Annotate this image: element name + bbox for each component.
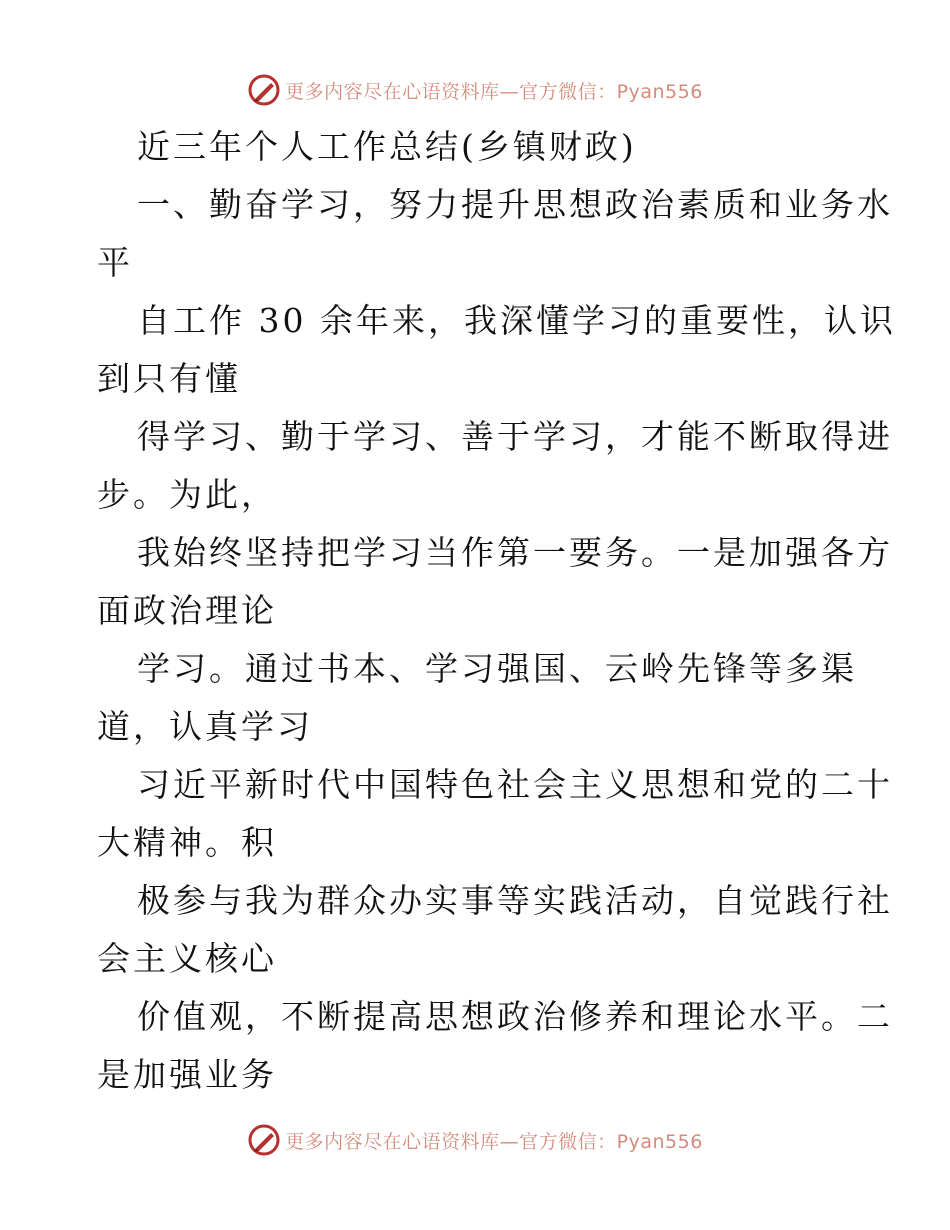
paragraph-line: 到只有懂 — [97, 359, 241, 398]
paragraph-line: 自工作 30 余年来，我深懂学习的重要性，认识 — [137, 301, 896, 340]
header-watermark-text: 更多内容尽在心语资料库—官方微信：Pyan556 — [285, 80, 703, 103]
pen-logo-icon — [247, 73, 281, 107]
paragraph-line: 我始终坚持把学习当作第一要务。一是加强各方 — [137, 533, 893, 572]
paragraph-line: 面政治理论 — [97, 591, 277, 630]
section-heading-1: 一、勤奋学习，努力提升思想政治素质和业务水 — [137, 185, 893, 224]
header-watermark-banner — [0, 70, 950, 110]
pen-logo-icon — [247, 1123, 281, 1157]
paragraph-line: 学习。通过书本、学习强国、云岭先锋等多渠 — [137, 649, 857, 688]
paragraph-line: 价值观，不断提高思想政治修养和理论水平。二 — [137, 997, 893, 1036]
footer-watermark-banner — [0, 1120, 950, 1160]
document-title: 近三年个人工作总结(乡镇财政) — [137, 127, 637, 166]
section-heading-1-cont: 平 — [97, 243, 133, 282]
paragraph-line: 步。为此， — [97, 475, 277, 514]
paragraph-line: 习近平新时代中国特色社会主义思想和党的二十 — [137, 765, 893, 804]
paragraph-line: 会主义核心 — [97, 939, 277, 978]
paragraph-line: 大精神。积 — [97, 823, 277, 862]
paragraph-line: 道，认真学习 — [97, 707, 313, 746]
document-body — [97, 118, 896, 1104]
paragraph-line: 得学习、勤于学习、善于学习，才能不断取得进 — [137, 417, 893, 456]
paragraph-line: 是加强业务 — [97, 1055, 277, 1094]
paragraph-line: 极参与我为群众办实事等实践活动，自觉践行社 — [137, 881, 893, 920]
footer-watermark-text: 更多内容尽在心语资料库—官方微信：Pyan556 — [285, 1130, 703, 1153]
